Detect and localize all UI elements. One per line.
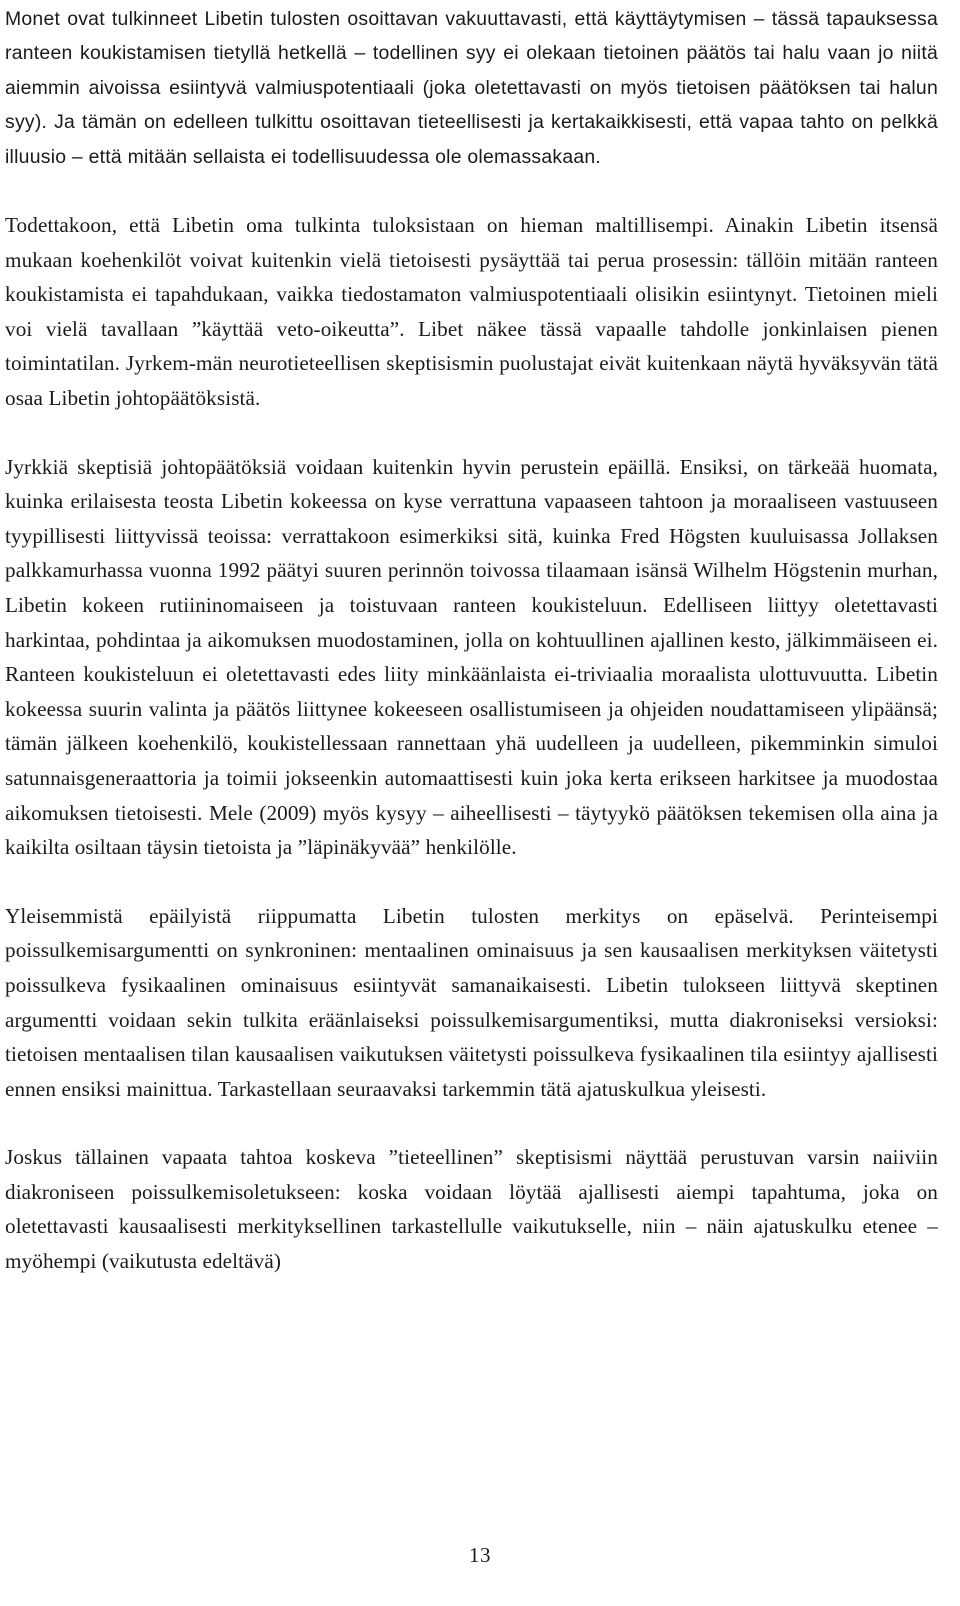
paragraph-gap bbox=[5, 416, 938, 450]
paragraph-libet-interpretation: Monet ovat tulkinneet Libetin tulosten osoittavan vakuuttavasti, että käyttäytymisen – tässä tapauksessa ranteen koukistamisen tietyllä hetkellä – todellinen syy ei olekaan tietoinen päätös tai halu vaan jo niitä aiemmin aivoissa esiintyvä valmiuspotentiaali (joka oletettavasti on myös tietoisen päätöksen tai halun syy). Ja tämän on edelleen tulkittu osoittavan tieteellisesti ja kertakaikkisesti, että vapaa tahto on pelkkä illuusio – että mitään sellaista ei todellisuudessa ole olemassakaan. bbox=[5, 8, 938, 168]
page-number: 13 bbox=[469, 1543, 491, 1567]
paragraph-gap bbox=[5, 1106, 938, 1140]
paragraph-diachronic-exclusion: Joskus tällainen vapaata tahtoa koskeva ”tieteellinen” skeptisismi näyttää perustuvan varsin naiiviin diakroniseen poissulkemisoletukseen: koska voidaan löytää ajallisesti aiempi tapahtuma, joka on oletettavasti kausaalisesti merkityksellinen tarkastellulle vaikutukselle, niin – näin ajatuskulku etenee – myöhempi (vaikutusta edeltävä) bbox=[5, 1145, 938, 1274]
paragraph-exclusion-argument: Yleisemmistä epäilyistä riippumatta Libetin tulosten merkitys on epäselvä. Perinteisempi poissulkemisargumentti on synkroninen: mentaalinen ominaisuus ja sen kausaalisen merkityksen väitetysti poissulkeva fysikaalinen ominaisuus esiintyvät samanaikaisesti. Libetin tulokseen liittyvä skeptinen argumentti voidaan sekin tulkita eräänlaiseksi poissulkemisargumentiksi, mutta diakroniseksi versioksi: tietoisen mentaalisen tilan kausaalisen vaikutuksen väitetysti poissulkeva fysikaalinen tila esiintyy ajallisesti ennen ensiksi mainittua. Tarkastellaan seuraavaksi tarkemmin tätä ajatuskulkua yleisesti. bbox=[5, 903, 938, 1101]
paragraph-gap bbox=[5, 174, 938, 208]
paragraph-libet-own-view: Todettakoon, että Libetin oma tulkinta tuloksistaan on hieman maltillisempi. Ainakin Libetin itsensä mukaan koehenkilöt voivat kuitenkin vielä tietoisesti pysäyttää tai perua prosessin: tällöin mitään ranteen koukistamista ei tapahdukaan, vaikka tiedostamaton valmiuspotentiaali olisikin esiintynyt. Tietoinen mieli voi vielä tavallaan ”käyttää veto-oikeutta”. Libet näkee tässä vapaalle tahdolle jonkinlaisen pienen toimintatilan. Jyrkem-män neurotieteellisen skeptisismin puolustajat eivät kuitenkaan näytä hyväksyvän tätä osaa Libetin johtopäätöksistä. bbox=[5, 213, 938, 410]
paragraph-gap bbox=[5, 865, 938, 899]
paragraph-skeptical-conclusions: Jyrkkiä skeptisiä johtopäätöksiä voidaan kuitenkin hyvin perustein epäillä. Ensiksi, on tärkeää huomata, kuinka erilaisesta teosta Libetin kokeessa on kyse verrattuna vapaaseen tahtoon ja moraaliseen vastuuseen tyypillisesti liittyvissä teoissa: verrattakoon esimerkiksi sitä, kuinka Fred Högsten kuuluisassa Jollaksen palkkamurhassa vuonna 1992 päätyi suuren perinnön toivossa tilaamaan isänsä Wilhelm Högstenin murhan, Libetin kokeen rutiininomaiseen ja toistuvaan ranteen koukisteluun. Edelliseen liittyy oletettavasti harkintaa, pohdintaa ja aikomuksen muodostaminen, jolla on kohtuullinen ajallinen kesto, jälkimmäiseen ei. Ranteen koukisteluun ei oletettavasti edes liity minkäänlaista ei-triviaalia moraalista ulottuvuutta. Libetin kokeessa suurin valinta ja päätös liittynee kokeeseen osallistumiseen ja ohjeiden noudattamiseen ylipäänsä; tämän jälkeen koehenkilö, koukistellessaan rannettaan yhä uudelleen ja uudelleen, pikemminkin simuloi satunnaisgeneraattoria ja toimii jokseenkin automaattisesti kuin joka kerta erikseen harkitsee ja muodostaa aikomuksen tietoisesti. Mele (2009) myös kysyy – aiheellisesti – täytyykö päätöksen tekemisen olla aina ja kaikilta osiltaan täysin tietoista ja ”läpinäkyvää” henkilölle. bbox=[5, 454, 938, 860]
